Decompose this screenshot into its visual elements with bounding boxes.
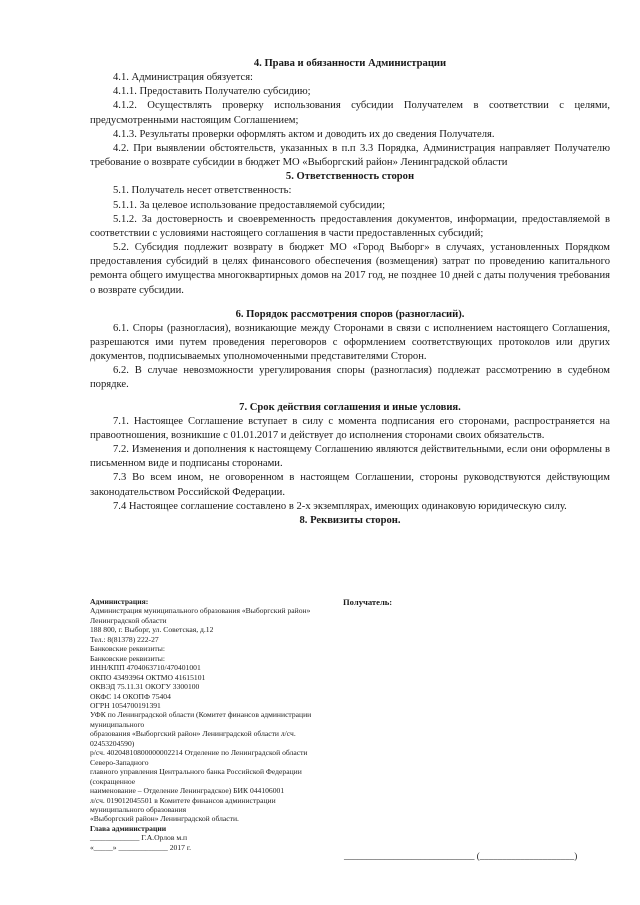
- clause-7-1: 7.1. Настоящее Соглашение вступает в силу с момента подписания его сторонами, распространяется на правоотношения, возникшие с 01.01.2017 и действует до исполнения сторонами своих обязательств.: [90, 415, 610, 441]
- section-4-title: 4. Права и обязанности Администрации: [253, 58, 447, 69]
- clause-5-1-1: 5.1.1. За целевое использование предоставляемой субсидии;: [113, 199, 386, 211]
- clause-5-2: 5.2. Субсидия подлежит возврату в бюджет МО «Город Выборг» в случаях, установленных Порядком предоставления субсидий в целях финансового обеспечения (возмещения) затрат по проведению капитального ремонта общего имущества многоквартирных домов на 2017 год, не позднее 10 дней с даты получения требования о возврате субсидии.: [90, 242, 610, 296]
- requisite-line: ОКФС 14 ОКОПФ 75404: [90, 691, 171, 701]
- requisite-line: Администрация муниципального образования «Выборгский район»: [90, 606, 311, 616]
- clause-6-1: 6.1. Споры (разногласия), возникающие между Сторонами в связи с исполнением настоящего Соглашения, разрешаются ими путем проведения переговоров с оформлением соответствующих протоколов или других документов, подписываемых уполномоченными представителями Сторон.: [90, 322, 610, 363]
- requisite-line: Банковские реквизиты:: [90, 644, 165, 654]
- recipient-label: Получатель:: [343, 597, 393, 607]
- requisite-line: Банковские реквизиты:: [90, 653, 165, 663]
- requisite-line: наименование – Отделение Ленинградское) БИК 044106001: [90, 786, 285, 796]
- clause-4-1: 4.1. Администрация обязуется:: [113, 72, 254, 84]
- clause-7-2: 7.2. Изменения и дополнения к настоящему Соглашению являются действительными, если они оформлены в письменном виде и подписаны сторонами.: [90, 444, 610, 470]
- requisite-line: р/сч. 40204810800000002214 Отделение по Ленинградской области: [90, 748, 308, 758]
- agreement-body: [90, 57, 610, 528]
- requisite-line: (сокращенное: [90, 776, 136, 786]
- requisite-line: ИНН/КПП 4704063710/470401001: [90, 663, 201, 673]
- clause-4-2: 4.2. При выявлении обстоятельств, указанных в п.п 3.3 Порядка, Администрация направляет Получателю требование о возврате субсидии в бюджет МО «Выборгский район» Ленинградской области: [90, 142, 610, 169]
- clause-7-4: 7.4 Настоящее соглашение составлено в 2-х экземплярах, имеющих одинаковую юридическую силу.: [113, 500, 567, 512]
- section-6-title: 6. Порядок рассмотрения споров (разногласий).: [235, 308, 465, 320]
- admin-signature-line: _____________ Г.А.Орлов м.п: [90, 833, 188, 843]
- requisite-line: Ленинградской области: [90, 615, 167, 625]
- requisite-line: Северо-Западного: [90, 757, 149, 767]
- section-7-title: 7. Срок действия соглашения и иные условия.: [239, 401, 461, 413]
- section-8-title: 8. Реквизиты сторон.: [299, 514, 401, 526]
- requisite-line: ОГРН 1054700191391: [90, 700, 161, 710]
- requisite-line: 02453204590): [90, 738, 135, 748]
- requisite-line: ОКПО 43493964 ОКТМО 41615101: [90, 672, 206, 682]
- section-5-title: 5. Ответственность сторон: [285, 171, 415, 183]
- clause-7-3: 7.3 Во всем ином, не оговоренном в настоящем Соглашении, стороны руководствуются действующим законодательством Российской Федерации.: [90, 472, 610, 498]
- admin-label: Администрация:: [90, 597, 149, 606]
- requisite-line: образования «Выборгский район» Ленинградской области л/сч.: [90, 729, 296, 739]
- clause-5-1: 5.1. Получатель несет ответственность:: [113, 185, 292, 197]
- requisite-line: Тел.: 8(81378) 222-27: [90, 634, 159, 644]
- requisite-line: 188 800, г. Выборг, ул. Советская, д.12: [90, 625, 214, 635]
- admin-date-line: «_____» _____________ 2017 г.: [90, 842, 191, 852]
- clause-4-1-3: 4.1.3. Результаты проверки оформлять актом и доводить их до сведения Получателя.: [113, 128, 495, 140]
- requisite-line: муниципального: [90, 719, 145, 729]
- requisite-line: ОКВЭД 75.11.31 ОКОГУ 3300100: [90, 682, 200, 692]
- requisite-line: муниципального образования: [90, 804, 187, 814]
- requisite-line: главного управления Центрального банка Российской Федерации: [90, 767, 302, 777]
- administration-requisites: [90, 597, 352, 852]
- requisite-line: УФК по Ленинградской области (Комитет финансов администрации: [90, 710, 312, 720]
- clause-4-1-2: 4.1.2. Осуществлять проверку использования субсидии Получателем в соответствии с целями, предусмотренными настоящим Соглашением;: [90, 100, 610, 126]
- clause-6-2: 6.2. В случае невозможности урегулирования споры (разногласия) подлежат рассмотрению в судебном порядке.: [90, 365, 610, 391]
- requisite-line: л/сч. 019012045501 в Комитете финансов администрации: [90, 795, 276, 805]
- clause-4-1-1: 4.1.1. Предоставить Получателю субсидию;: [113, 86, 311, 98]
- clause-5-1-2: 5.1.2. За достоверность и своевременность предоставления документов, информации, предоставляемой в соответствии с условиями настоящего соглашения в части предоставленных субсидий;: [90, 213, 610, 239]
- head-of-administration-label: Глава администрации: [90, 823, 167, 833]
- requisite-line: «Выборгский район» Ленинградской области.: [90, 814, 239, 824]
- recipient-signature-line: _____________________________ (_____________________): [344, 851, 578, 861]
